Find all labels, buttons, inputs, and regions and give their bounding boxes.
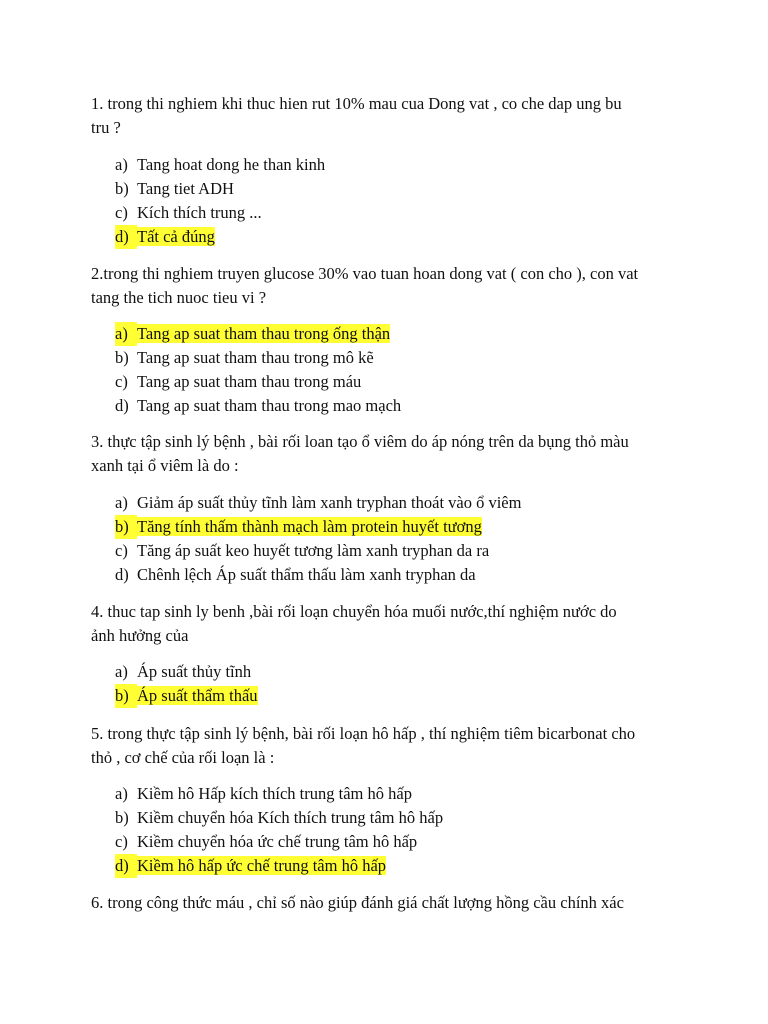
option-text: Chênh lệch Áp suất thẩm thấu làm xanh tryphan da — [137, 565, 476, 584]
question-2 — [91, 262, 691, 310]
option-c — [115, 539, 521, 563]
question-text-line: 4. thuc tap sinh ly benh ,bài rối loạn chuyển hóa muối nước,thí nghiệm nước do — [91, 602, 617, 621]
option-text: Tang ap suat tham thau trong mao mạch — [137, 396, 402, 415]
option-letter: c) — [115, 372, 128, 391]
question-4 — [91, 600, 691, 648]
question-6 — [91, 891, 691, 915]
option-d — [115, 563, 521, 587]
option-letter: b) — [115, 515, 137, 539]
option-text: Tang hoat dong he than kinh — [137, 155, 326, 174]
option-b-correct-highlight — [115, 515, 521, 539]
option-d-correct-highlight — [115, 225, 325, 249]
option-letter: d) — [115, 225, 137, 249]
question-text-line: tru ? — [91, 118, 121, 137]
option-letter: a) — [115, 784, 128, 803]
option-b — [115, 346, 401, 370]
question-1 — [91, 92, 691, 140]
question-text-line: tang the tich nuoc tieu vi ? — [91, 288, 267, 307]
question-3 — [91, 430, 691, 478]
option-letter: a) — [115, 493, 128, 512]
question-text-line: 3. thực tập sinh lý bệnh , bài rối loan tạo ổ viêm do áp nóng trên da bụng thỏ màu — [91, 432, 629, 451]
option-text: Kiềm chuyển hóa Kích thích trung tâm hô hấp — [137, 808, 444, 827]
option-b — [115, 177, 325, 201]
option-letter: a) — [115, 322, 137, 346]
option-text: Áp suất thủy tĩnh — [137, 662, 252, 681]
option-text: Kiềm chuyển hóa ức chế trung tâm hô hấp — [137, 832, 418, 851]
question-text-line: 2.trong thi nghiem truyen glucose 30% vao tuan hoan dong vat ( con cho ), con vat — [91, 264, 639, 283]
option-a — [115, 782, 443, 806]
option-text: Tang ap suat tham thau trong mô kẽ — [137, 348, 374, 367]
option-letter: a) — [115, 155, 128, 174]
option-a — [115, 660, 258, 684]
question-5 — [91, 722, 691, 770]
question-4-options — [115, 660, 258, 708]
option-text: Giảm áp suất thủy tĩnh làm xanh tryphan thoát vào ổ viêm — [137, 493, 522, 512]
option-text: Tang ap suat tham thau trong máu — [137, 372, 362, 391]
option-d-correct-highlight — [115, 854, 443, 878]
option-a-correct-highlight — [115, 322, 401, 346]
option-letter: c) — [115, 203, 128, 222]
option-text: Tất cả đúng — [137, 227, 215, 246]
option-letter: d) — [115, 396, 129, 415]
option-text: Tang tiet ADH — [137, 179, 234, 198]
question-3-options — [115, 491, 521, 587]
option-d — [115, 394, 401, 418]
question-5-options — [115, 782, 443, 878]
question-text-line: 1. trong thi nghiem khi thuc hien rut 10% mau cua Dong vat , co che dap ung bu — [91, 94, 622, 113]
option-text: Tăng tính thấm thành mạch làm protein huyết tương — [137, 517, 482, 536]
option-letter: c) — [115, 832, 128, 851]
question-1-options — [115, 153, 325, 249]
option-letter: b) — [115, 348, 129, 367]
option-letter: c) — [115, 541, 128, 560]
option-letter: b) — [115, 684, 137, 708]
question-2-options — [115, 322, 401, 418]
option-a — [115, 153, 325, 177]
question-text-line: thỏ , cơ chế của rối loạn là : — [91, 748, 275, 767]
option-text: Kiềm hô hấp ức chế trung tâm hô hấp — [137, 856, 387, 875]
option-letter: d) — [115, 565, 129, 584]
question-text-line: ảnh hưởng của — [91, 626, 189, 645]
option-c — [115, 830, 443, 854]
option-letter: d) — [115, 854, 137, 878]
option-text: Áp suất thẩm thấu — [137, 686, 258, 705]
option-a — [115, 491, 521, 515]
option-letter: b) — [115, 179, 129, 198]
option-letter: b) — [115, 808, 129, 827]
option-c — [115, 370, 401, 394]
question-text-line: xanh tại ổ viêm là do : — [91, 456, 239, 475]
question-text-line: 6. trong công thức máu , chỉ số nào giúp đánh giá chất lượng hồng cầu chính xác — [91, 893, 624, 912]
option-text: Kích thích trung ... — [137, 203, 262, 222]
option-text: Tăng áp suất keo huyết tương làm xanh tryphan da ra — [137, 541, 490, 560]
option-c — [115, 201, 325, 225]
question-text-line: 5. trong thực tập sinh lý bệnh, bài rối loạn hô hấp , thí nghiệm tiêm bicarbonat cho — [91, 724, 636, 743]
option-text: Kiềm hô Hấp kích thích trung tâm hô hấp — [137, 784, 412, 803]
option-text: Tang ap suat tham thau trong ống thận — [137, 324, 391, 343]
option-b — [115, 806, 443, 830]
option-b-correct-highlight — [115, 684, 258, 708]
option-letter: a) — [115, 662, 128, 681]
